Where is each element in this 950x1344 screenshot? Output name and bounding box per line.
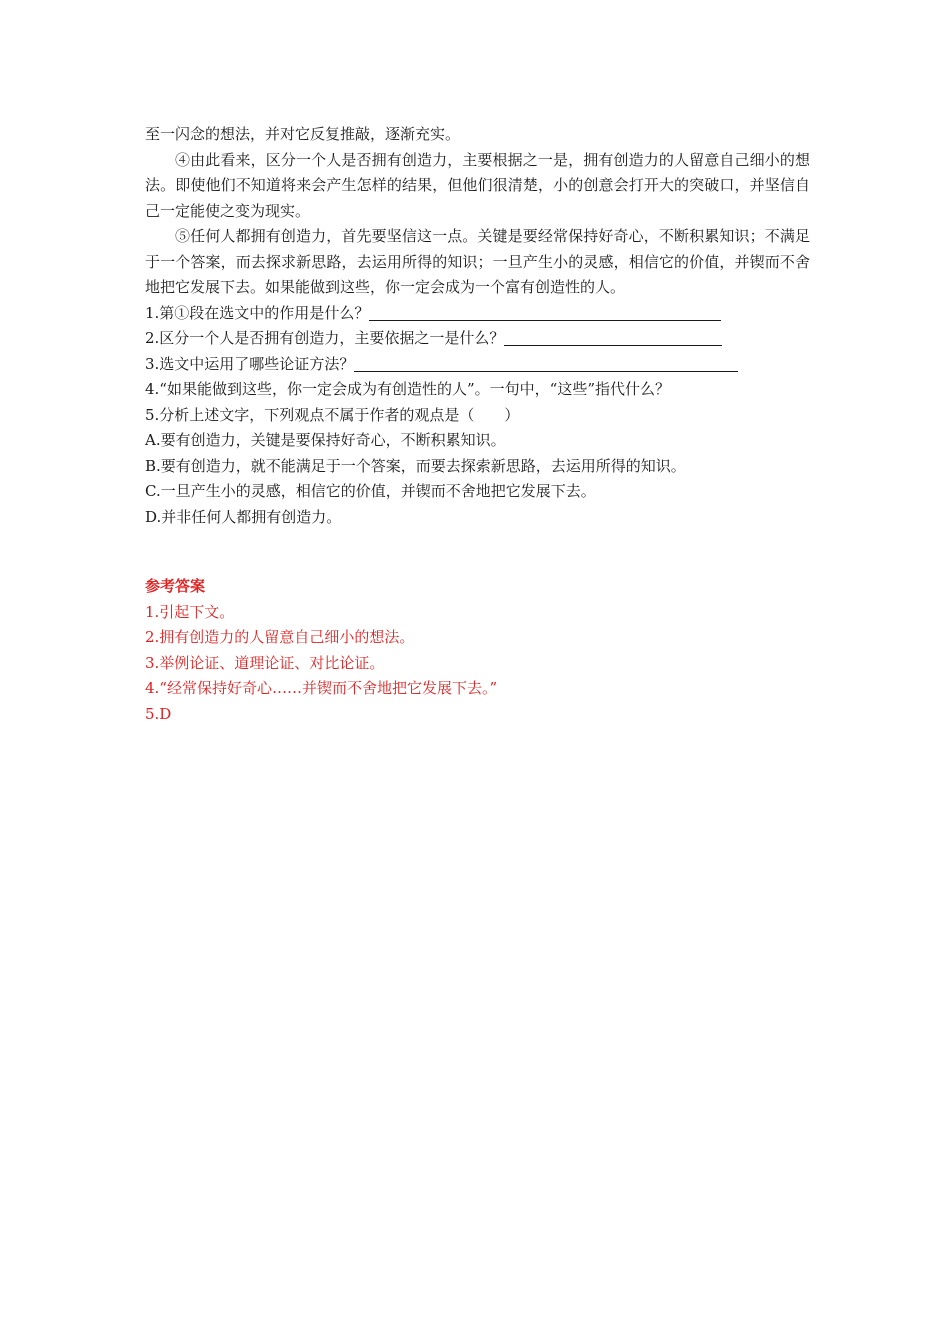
question-2-text: 2.区分一个人是否拥有创造力，主要依据之一是什么？ [145,329,505,347]
question-3-text: 3.选文中运用了哪些论证方法？ [145,354,355,373]
answer-blank-1 [369,302,721,321]
answer-4: 4.“经常保持好奇心……并锲而不舍地把它发展下去。” [145,679,498,697]
passage-paragraph-4: ④由此看来，区分一个人是否拥有创造力，主要根据之一是，拥有创造力的人留意自己细小的想法。即使他们不知道将来会产生怎样的结果，但他们很清楚，小的创意会打开大的突破口，并坚信自己一定能使之变为现实。 [145,150,810,220]
answer-3: 3.举例论证、道理论证、对比论证。 [145,653,385,672]
option-d: D.并非任何人都拥有创造力。 [145,507,342,526]
question-4: 4.“如果能做到这些，你一定会成为有创造性的人”。一句中，“这些”指代什么？ [145,380,670,398]
passage-line-top: 至一闪念的想法，并对它反复推敲，逐渐充实。 [145,125,461,143]
answer-blank-3 [354,353,738,372]
answer-5: 5.D [145,704,172,723]
answer-section [145,574,810,727]
option-c: C.一旦产生小的灵感，相信它的价值，并锲而不舍地把它发展下去。 [145,482,596,500]
question-1-text: 1.第①段在选文中的作用是什么？ [145,303,370,322]
document-page [145,122,810,727]
question-5: 5.分析上述文字，下列观点不属于作者的观点是（ ） [145,405,520,424]
question-3 [145,352,810,378]
answer-blank-2 [504,327,722,346]
answer-heading: 参考答案 [145,577,206,595]
option-a: A.要有创造力，关键是要保持好奇心，不断积累知识。 [145,431,506,449]
question-1 [145,301,810,327]
passage-paragraph-5: ⑤任何人都拥有创造力，首先要坚信这一点。关键是要经常保持好奇心，不断积累知识；不满足于一个答案，而去探求新思路，去运用所得的知识；一旦产生小的灵感，相信它的价值，并锲而不舍地把它发展下去。如果能做到这些，你一定会成为一个富有创造性的人。 [145,227,810,296]
answer-2: 2.拥有创造力的人留意自己细小的想法。 [145,628,415,646]
answer-1: 1.引起下文。 [145,602,235,621]
question-2 [145,326,810,352]
option-b: B.要有创造力，就不能满足于一个答案，而要去探索新思路，去运用所得的知识。 [145,456,686,475]
